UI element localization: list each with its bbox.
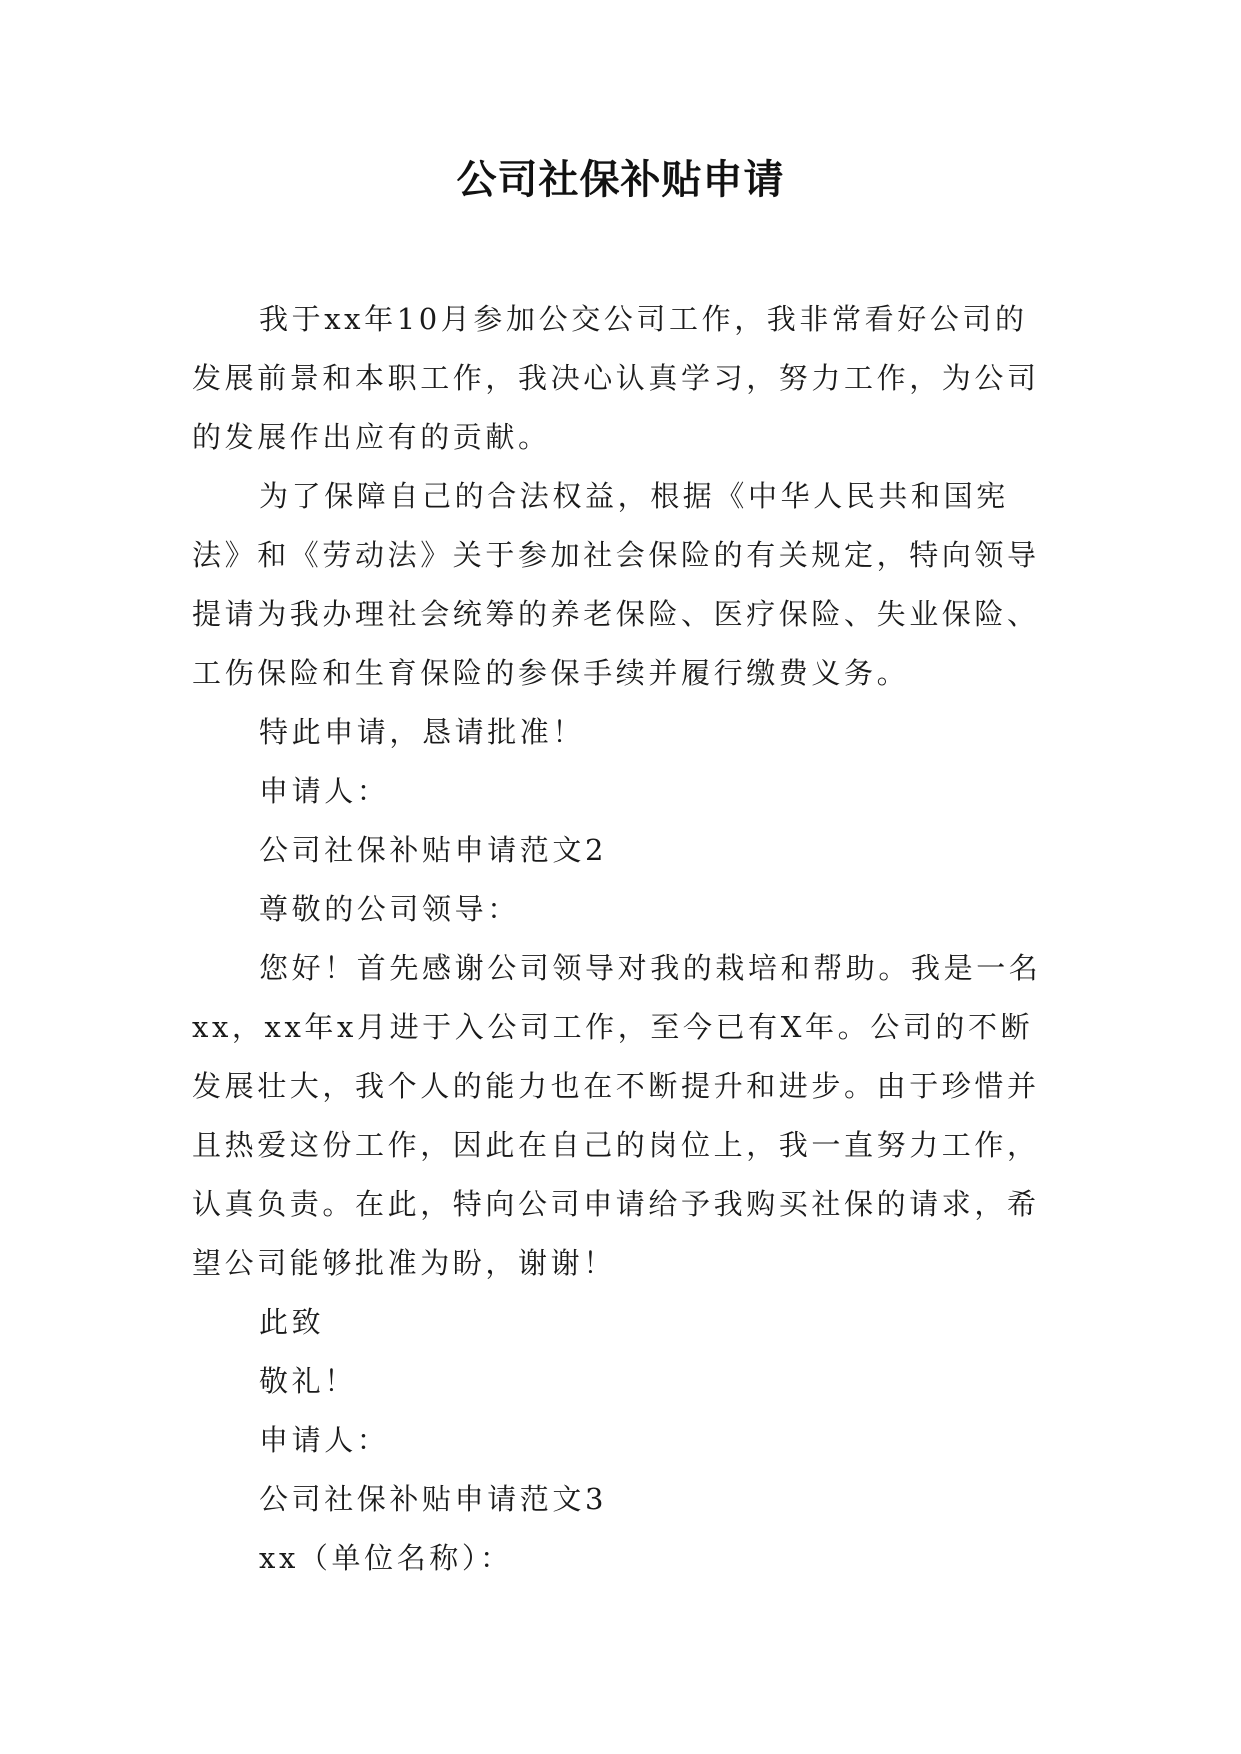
applicant-label: 申请人：	[259, 774, 390, 808]
closing-phrase: 此致	[259, 1305, 325, 1339]
sample-heading-3: 公司社保补贴申请范文3	[259, 1482, 608, 1516]
paragraph-letter-body: 您好！首先感谢公司领导对我的栽培和帮助。我是一名xx，xx年x月进于入公司工作，至今已有X年。公司的不断发展壮大，我个人的能力也在不断提升和进步。由于珍惜并且热爱这份工作，因此在自己的岗位上，我一直努力工作，认真负责。在此，特向公司申请给予我购买社保的请求，希望公司能够批准为盼，谢谢！	[192, 951, 1042, 1280]
document-title: 公司社保补贴申请	[456, 157, 785, 203]
recipient-line: xx（单位名称）：	[259, 1541, 513, 1575]
sample-heading-2: 公司社保补贴申请范文2	[259, 833, 608, 867]
applicant-label-2: 申请人：	[259, 1423, 390, 1457]
regards: 敬礼！	[259, 1364, 357, 1398]
paragraph-request: 为了保障自己的合法权益，根据《中华人民共和国宪法》和《劳动法》关于参加社会保险的有关规定，特向领导提请为我办理社会统筹的养老保险、医疗保险、失业保险、工伤保险和生育保险的参保手续并履行缴费义务。	[192, 479, 1040, 690]
paragraph-intro: 我于xx年10月参加公交公司工作，我非常看好公司的发展前景和本职工作，我决心认真学习，努力工作，为公司的发展作出应有的贡献。	[192, 302, 1040, 454]
document-body	[192, 290, 1052, 1588]
salutation: 尊敬的公司领导：	[259, 892, 520, 926]
closing-request: 特此申请，恳请批准！	[259, 715, 586, 749]
